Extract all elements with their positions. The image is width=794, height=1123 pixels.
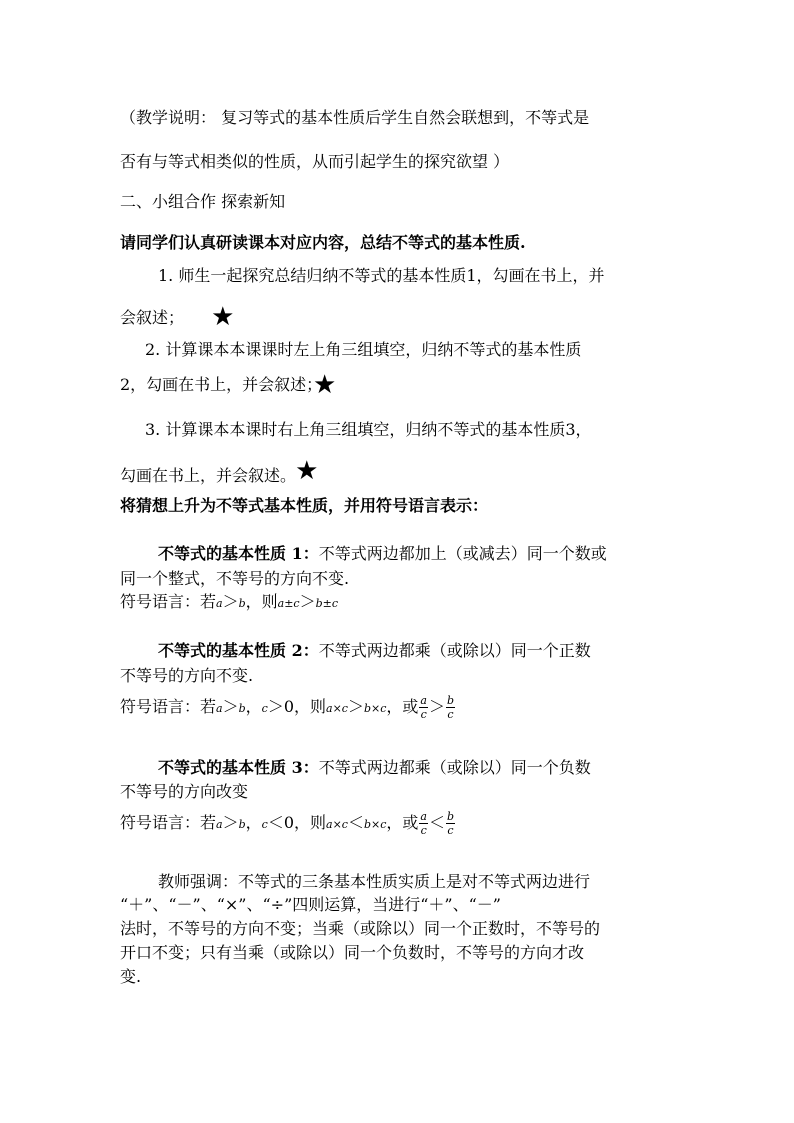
task-1-line-2 [120, 302, 235, 332]
relation-sign: ＞ [428, 697, 445, 716]
var-c: c [261, 702, 268, 715]
relation-sign: ＞ [347, 697, 364, 716]
c-condition: ＜0，则 [267, 813, 327, 832]
var-a: a [216, 597, 223, 610]
relation-sign: ＞ [222, 697, 239, 716]
symbolic-label: 符号语言：若 [120, 813, 217, 832]
property-1-line-2: 同一个整式，不等号的方向不变. [120, 569, 350, 588]
star-icon: ★ [211, 302, 235, 332]
emphasis-line-3: 法时，不等号的方向不变；当乘（或除以）同一个正数时，不等号的 [120, 919, 601, 938]
property-1-text: 不等式两边都加上（或减去）同一个数或 [318, 544, 607, 563]
fraction-a-over-c: $\frac{a}{c}$ [420, 810, 427, 837]
task-2-text: 2，勾画在书上，并会叙述； [120, 375, 323, 394]
property-2-symbolic: 符号语言：若a＞b，c＞0，则a×c＞b×c，或 $\frac{a}{c}$ ＞ $\frac{b}{c}$ [120, 694, 455, 721]
var-c: c [261, 818, 268, 831]
instruction: 请同学们认真研读课本对应内容，总结不等式的基本性质. [120, 233, 526, 252]
property-1-line-1 [158, 544, 607, 564]
property-1-title: 不等式的基本性质 1： [158, 544, 319, 563]
relation-sign: ＞ [299, 592, 316, 611]
intro-line-1: （教学说明： 复习等式的基本性质后学生自然会联想到，不等式是 [120, 108, 590, 127]
relation-sign: ＜ [428, 813, 445, 832]
expr-left: a×c [326, 702, 348, 715]
c-condition: ＞0，则 [267, 697, 327, 716]
property-3-symbolic: 符号语言：若a＞b，c＜0，则a×c＜b×c，或 $\frac{a}{c}$ ＜ $\frac{b}{c}$ [120, 810, 455, 837]
task-2-line-1: 2. 计算课本本课课时左上角三组填空，归纳不等式的基本性质 [145, 340, 582, 359]
emphasis-line-2: “＋”、“－”、“×”、“÷”四则运算，当进行“＋”、“－” [120, 895, 501, 914]
property-3-line-2: 不等号的方向改变 [120, 782, 249, 801]
var-b: b [238, 818, 246, 831]
or-text: ，或 [386, 697, 419, 716]
or-text: ，或 [386, 813, 419, 832]
emphasis-line-4: 开口不变；只有当乘（或除以）同一个负数时，不等号的方向才改 [120, 943, 585, 962]
star-icon: ★ [313, 370, 337, 400]
property-2-line-2: 不等号的方向不变. [120, 666, 254, 685]
property-3-line-1 [158, 758, 591, 778]
emphasis-line-1: 教师强调：不等式的三条基本性质实质上是对不等式两边进行 [158, 872, 591, 891]
var-b: b [238, 597, 246, 610]
fraction-b-over-c: $\frac{b}{c}$ [446, 694, 455, 721]
property-2-title: 不等式的基本性质 2： [158, 641, 319, 660]
star-icon: ★ [295, 456, 319, 486]
property-2-text: 不等式两边都乘（或除以）同一个正数 [318, 641, 591, 660]
expr-right: b×c [363, 702, 387, 715]
var-b: b [238, 702, 246, 715]
symbolic-label: 符号语言：若 [120, 697, 217, 716]
emphasis-line-5: 变. [120, 967, 142, 986]
symbolic-label: 符号语言：若 [120, 592, 217, 611]
relation-sign: ＞ [222, 592, 239, 611]
summary-heading: 将猜想上升为不等式基本性质，并用符号语言表示： [120, 496, 489, 515]
property-3-text: 不等式两边都乘（或除以）同一个负数 [318, 758, 591, 777]
expr-right: b±c [315, 597, 339, 610]
task-3-text: 勾画在书上，并会叙述。 [120, 466, 297, 485]
relation-sign: ＞ [222, 813, 239, 832]
property-1-symbolic [120, 592, 338, 614]
task-3-line-2 [120, 456, 324, 486]
expr-left: a×c [326, 818, 348, 831]
task-3-line-1: 3. 计算课本本课时右上角三组填空，归纳不等式的基本性质3， [145, 420, 592, 439]
task-1-line-1: 1. 师生一起探究总结归纳不等式的基本性质1，勾画在书上，并 [158, 266, 605, 285]
var-a: a [216, 702, 223, 715]
intro-line-2: 否有与等式相类似的性质，从而引起学生的探究欲望 ） [120, 152, 510, 171]
task-1-text: 会叙述； [120, 308, 185, 327]
expr-right: b×c [363, 818, 387, 831]
expr-left: a±c [277, 597, 300, 610]
section-heading: 二、小组合作 探索新知 [120, 192, 286, 211]
property-3-title: 不等式的基本性质 3： [158, 758, 319, 777]
property-2-line-1 [158, 641, 591, 661]
relation-sign: ＜ [347, 813, 364, 832]
then-text: ，则 [245, 592, 278, 611]
var-a: a [216, 818, 223, 831]
fraction-a-over-c: $\frac{a}{c}$ [420, 694, 427, 721]
task-2-line-2 [120, 370, 337, 400]
fraction-b-over-c: $\frac{b}{c}$ [446, 810, 455, 837]
